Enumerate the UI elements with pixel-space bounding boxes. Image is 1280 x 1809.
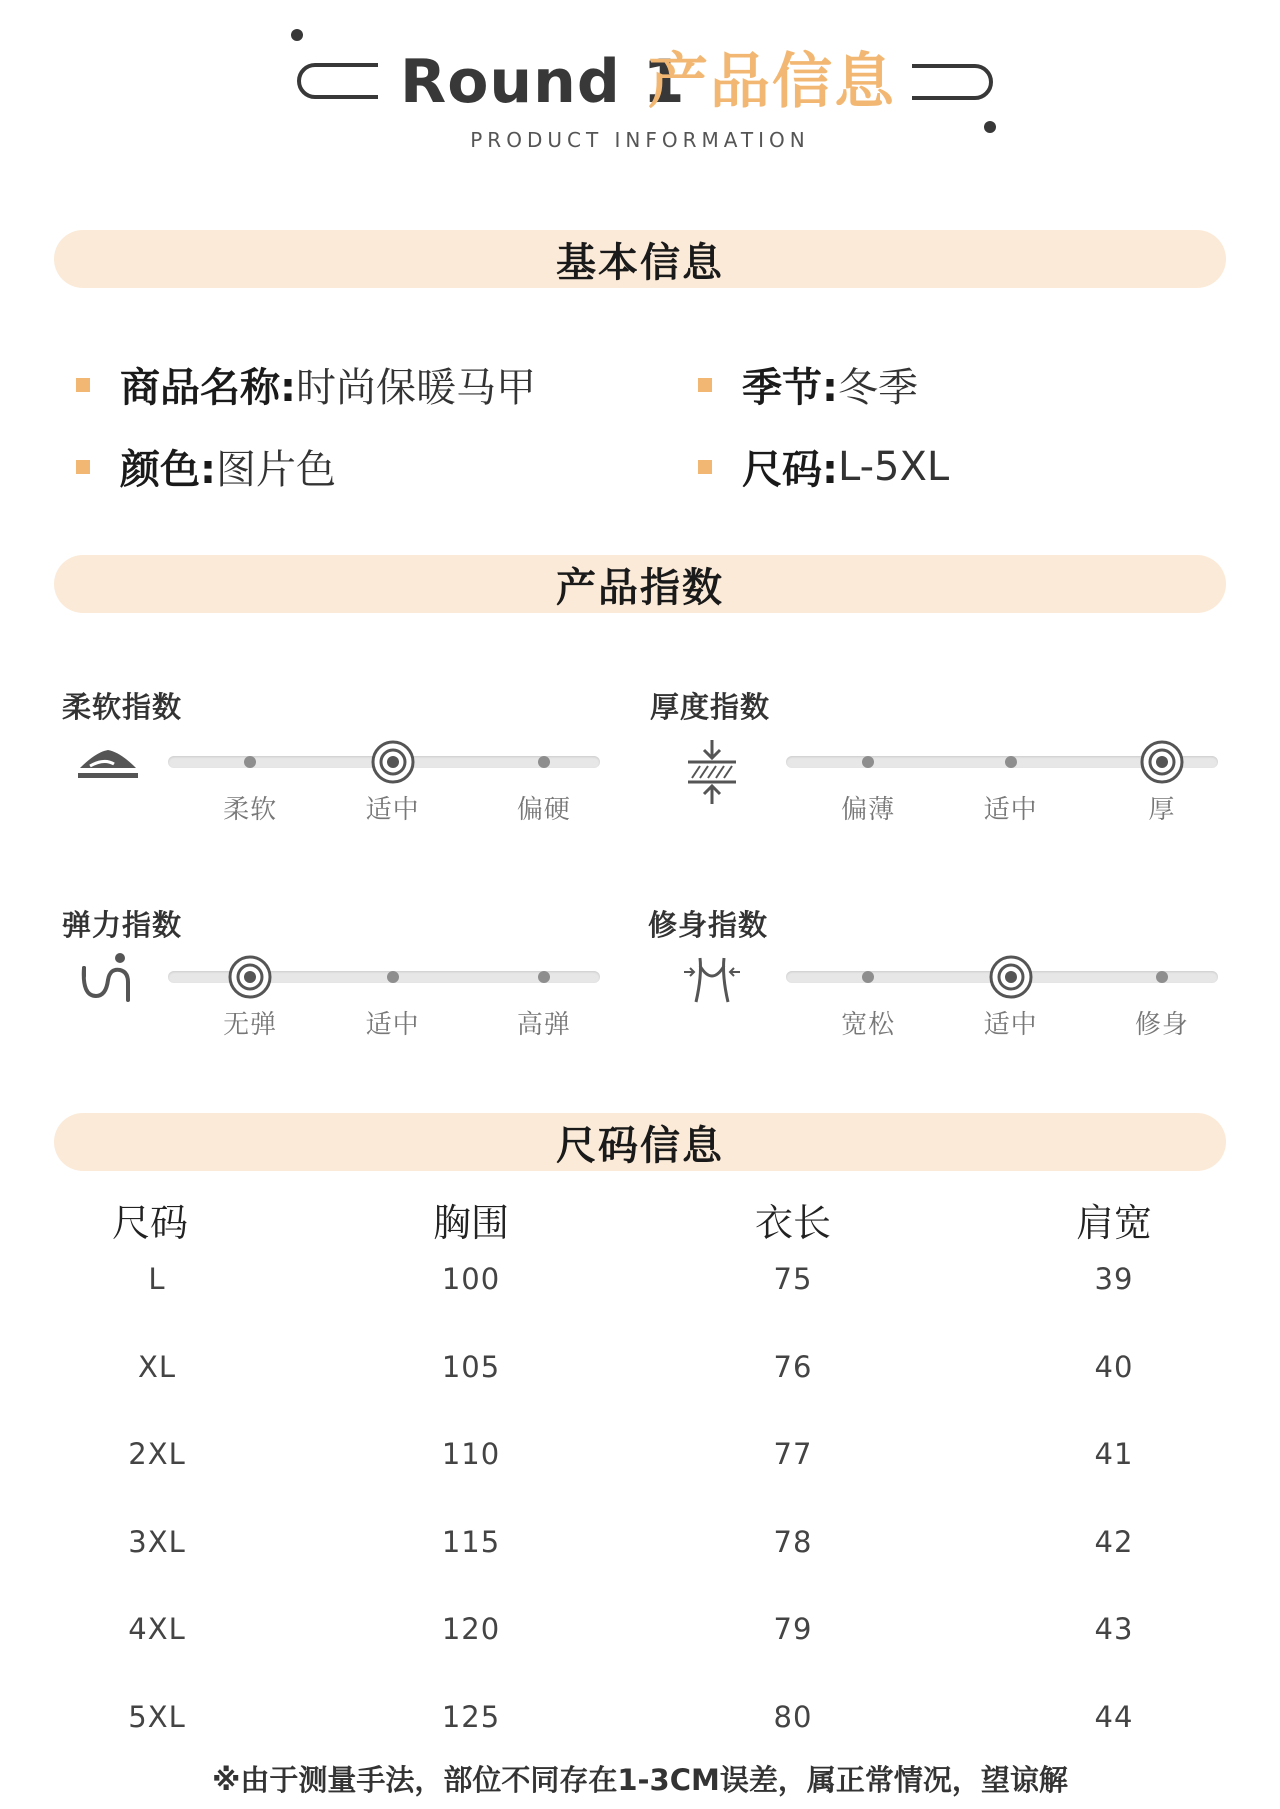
info-value: 时尚保暖马甲: [296, 365, 536, 411]
info-label: 尺码:: [742, 447, 838, 493]
table-cell: 5XL: [128, 1699, 186, 1734]
table-cell: 42: [1094, 1524, 1134, 1559]
slider-dot: [1156, 971, 1168, 983]
index-title-elasticity: 弹力指数: [62, 908, 183, 942]
info-value: 冬季: [838, 365, 918, 411]
slider-selected-marker: [370, 739, 416, 785]
table-cell: 80: [773, 1699, 813, 1734]
index-title-thickness: 厚度指数: [650, 690, 771, 724]
slider-option-label: 适中: [365, 1010, 420, 1040]
slider-dot: [244, 756, 256, 768]
info-season: [698, 356, 918, 413]
table-cell: 43: [1094, 1612, 1134, 1646]
softness-icon: [76, 746, 140, 782]
table-cell: XL: [137, 1349, 177, 1384]
table-cell: 3XL: [128, 1524, 186, 1559]
table-cell: L: [148, 1262, 166, 1296]
round-label: Round 1: [400, 47, 686, 117]
thickness-icon: [684, 738, 740, 806]
header-left-decoration: [280, 22, 390, 112]
section-size-info: 尺码信息: [54, 1113, 1226, 1171]
table-cell: 4XL: [128, 1612, 186, 1646]
bullet-icon: [698, 460, 712, 474]
slider-option-label: 偏硬: [516, 795, 571, 825]
slider-selected-marker: [1139, 739, 1185, 785]
section-basic-info: 基本信息: [54, 230, 1226, 288]
slider-option-label: 偏薄: [841, 795, 896, 825]
table-cell: 77: [773, 1437, 813, 1471]
table-cell: 44: [1094, 1699, 1134, 1734]
info-label: 商品名称:: [120, 365, 296, 411]
info-color: [76, 438, 336, 495]
header-right-decoration: [900, 50, 1010, 140]
slider-option-label: 适中: [983, 795, 1038, 825]
slider-option-label: 厚: [1148, 795, 1176, 825]
info-label: 季节:: [742, 365, 838, 411]
slider-dot: [538, 756, 550, 768]
page-title: 产品信息: [648, 47, 896, 117]
table-cell: 115: [441, 1524, 501, 1559]
page-subtitle: PRODUCT INFORMATION: [470, 128, 810, 152]
table-cell: 40: [1094, 1349, 1134, 1384]
size-table-header: 胸围: [432, 1201, 510, 1245]
slider-option-label: 适中: [983, 1010, 1038, 1040]
table-cell: 41: [1094, 1437, 1134, 1471]
slider-option-label: 柔软: [223, 795, 278, 825]
table-cell: 125: [441, 1699, 501, 1734]
table-cell: 75: [773, 1262, 813, 1296]
table-cell: 79: [773, 1612, 813, 1646]
info-value: 图片色: [216, 447, 336, 493]
slider-option-label: 适中: [365, 795, 420, 825]
slider-option-label: 高弹: [516, 1010, 571, 1040]
slider-dot: [387, 971, 399, 983]
index-title-softness: 柔软指数: [62, 690, 183, 724]
table-cell: 2XL: [128, 1437, 186, 1471]
size-table-header: 尺码: [111, 1201, 189, 1245]
elasticity-icon: [78, 950, 138, 1006]
slider-option-label: 无弹: [223, 1010, 278, 1040]
section-product-index: 产品指数: [54, 555, 1226, 613]
table-cell: 39: [1094, 1262, 1134, 1296]
table-cell: 120: [441, 1612, 501, 1646]
bullet-icon: [76, 460, 90, 474]
fit-icon: [680, 952, 744, 1008]
index-title-fit: 修身指数: [648, 908, 769, 942]
footnote: ※由于测量手法，部位不同存在1-3CM误差，属正常情况，望谅解: [212, 1763, 1068, 1797]
slider-dot: [862, 756, 874, 768]
slider-selected-marker: [227, 954, 273, 1000]
slider-option-label: 宽松: [841, 1010, 896, 1040]
bullet-icon: [76, 378, 90, 392]
size-table-header: 衣长: [754, 1201, 832, 1245]
info-product-name: [76, 356, 536, 413]
table-cell: 78: [773, 1524, 813, 1559]
table-cell: 76: [773, 1349, 813, 1384]
slider-dot: [862, 971, 874, 983]
slider-dot: [1005, 756, 1017, 768]
table-cell: 110: [441, 1437, 501, 1471]
bullet-icon: [698, 378, 712, 392]
slider-option-label: 修身: [1134, 1010, 1189, 1040]
info-size: [698, 438, 949, 495]
table-cell: 100: [441, 1262, 501, 1296]
info-label: 颜色:: [120, 447, 216, 493]
size-table-header: 肩宽: [1075, 1201, 1153, 1245]
slider-selected-marker: [988, 954, 1034, 1000]
slider-dot: [538, 971, 550, 983]
info-value: L-5XL: [838, 443, 950, 490]
table-cell: 105: [441, 1349, 501, 1384]
